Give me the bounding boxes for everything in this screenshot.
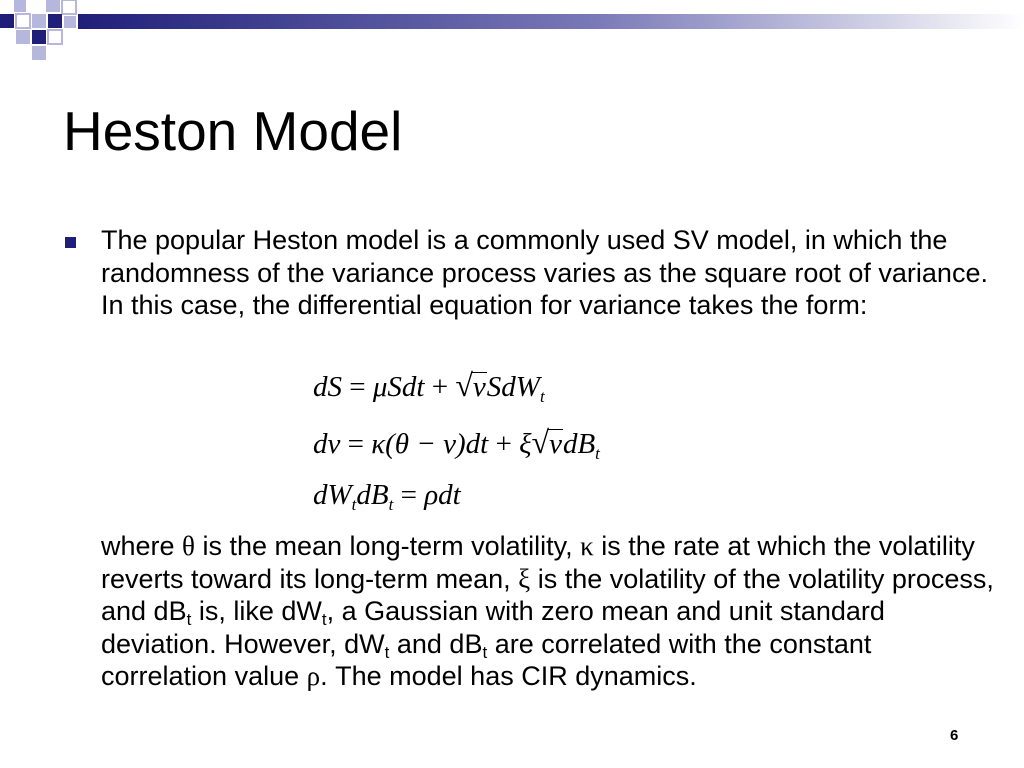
deco-square (16, 14, 30, 28)
bullet-square-icon (65, 237, 76, 248)
intro-paragraph: The popular Heston model is a commonly used SV model, in which the randomness of the variance process varies as the square root of variance. In this case, the differential equation for variance takes the form: (101, 225, 988, 320)
sqrt-icon: √ (531, 424, 550, 460)
deco-square (14, 0, 26, 12)
deco-square (16, 30, 30, 44)
page-number: 6 (950, 727, 959, 744)
deco-square (64, 16, 76, 28)
deco-square (0, 14, 14, 28)
deco-square (62, 0, 76, 14)
equation-correlation: $dW_tdB_t = \rho dt$ (313, 479, 461, 514)
equation-price-process: dS = μSdt + √vSdW$_t$ (313, 367, 545, 406)
deco-square (32, 30, 46, 44)
deco-square (32, 46, 46, 60)
deco-square (48, 30, 62, 44)
sqrt-icon: √ (455, 367, 473, 403)
header-gradient-bar (78, 14, 1024, 29)
explanation-paragraph: where θ is the mean long-term volatility, κ is the rate at which the volatility reverts toward its long-term mean, ξ is the volatility of the volatility process, and $dB_t$ is, like $dW_t$, a Gaussian with zero mean and unit standard deviation. However, $dW_t$ and $dB_t$ are correlated with the constant correlation value ρ. The model has CIR dynamics. (101, 531, 994, 691)
deco-square (48, 14, 62, 28)
equation-variance-process: dv = κ(θ − v)dt + ξ√vdB$_t$ (313, 424, 600, 463)
deco-square (32, 14, 46, 28)
slide-title: Heston Model (63, 100, 403, 162)
header-decoration (0, 0, 1024, 80)
deco-square (46, 0, 60, 12)
